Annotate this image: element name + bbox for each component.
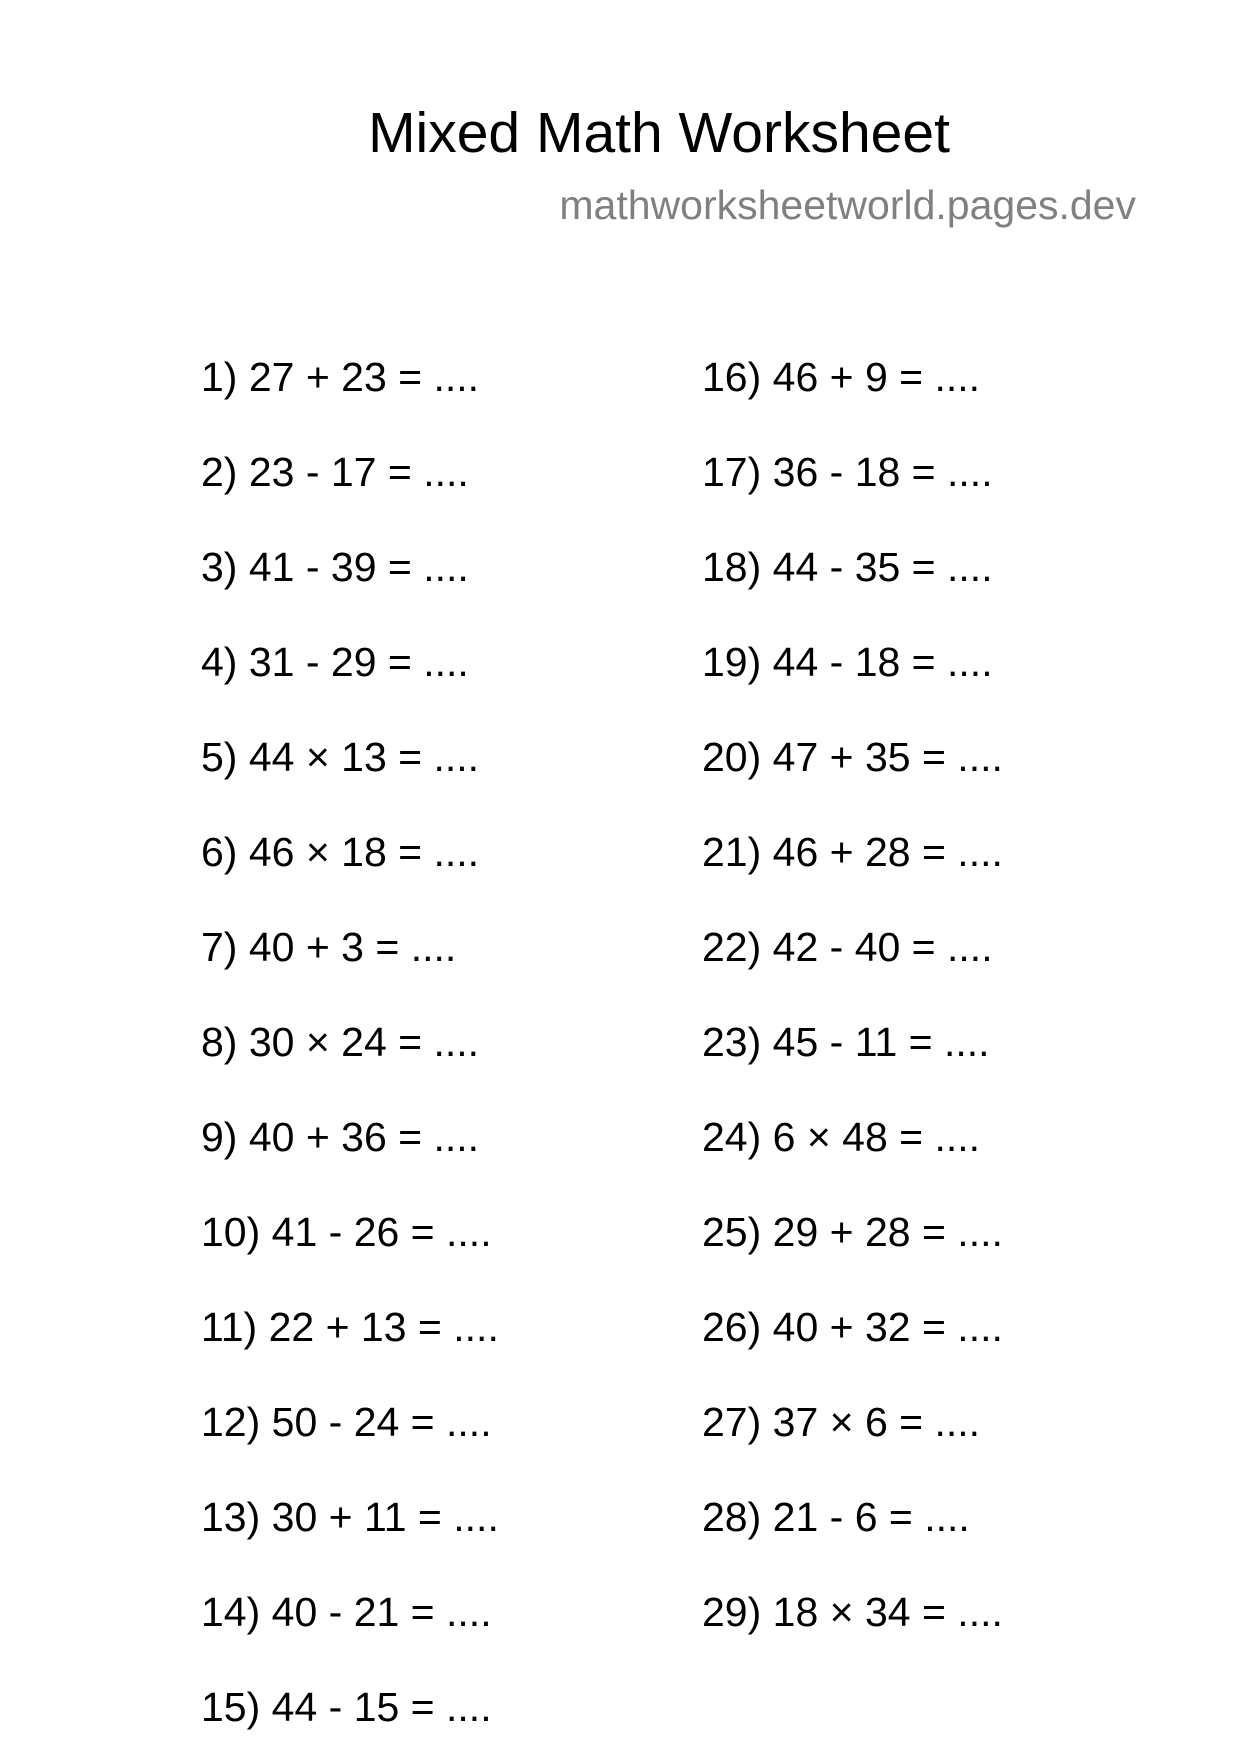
- problem-item: 25) 29 + 28 = ....: [702, 1209, 1003, 1255]
- problem-item: 1) 27 + 23 = ....: [201, 354, 480, 400]
- problem-item: 24) 6 × 48 = ....: [702, 1114, 981, 1160]
- page-title: Mixed Math Worksheet: [368, 101, 950, 165]
- problem-item: 28) 21 - 6 = ....: [702, 1494, 970, 1540]
- problem-item: 29) 18 × 34 = ....: [702, 1589, 1003, 1635]
- problem-item: 9) 40 + 36 = ....: [201, 1114, 480, 1160]
- problem-item: 7) 40 + 3 = ....: [201, 924, 457, 970]
- problem-item: 4) 31 - 29 = ....: [201, 639, 469, 685]
- source-url: mathworksheetworld.pages.dev: [559, 182, 1136, 228]
- problem-item: 14) 40 - 21 = ....: [201, 1589, 492, 1635]
- problem-item: 16) 46 + 9 = ....: [702, 354, 981, 400]
- problem-item: 8) 30 × 24 = ....: [201, 1019, 480, 1065]
- problem-item: 11) 22 + 13 = ....: [201, 1304, 499, 1350]
- problem-item: 21) 46 + 28 = ....: [702, 829, 1003, 875]
- problem-item: 2) 23 - 17 = ....: [201, 449, 469, 495]
- problem-item: 23) 45 - 11 = ....: [702, 1019, 990, 1065]
- problem-item: 22) 42 - 40 = ....: [702, 924, 993, 970]
- problem-item: 3) 41 - 39 = ....: [201, 544, 469, 590]
- problem-item: 27) 37 × 6 = ....: [702, 1399, 981, 1445]
- problem-item: 6) 46 × 18 = ....: [201, 829, 480, 875]
- problem-item: 5) 44 × 13 = ....: [201, 734, 480, 780]
- problem-item: 15) 44 - 15 = ....: [201, 1684, 492, 1730]
- problem-item: 26) 40 + 32 = ....: [702, 1304, 1003, 1350]
- problem-item: 13) 30 + 11 = ....: [201, 1494, 499, 1540]
- problem-item: 20) 47 + 35 = ....: [702, 734, 1003, 780]
- problem-item: 10) 41 - 26 = ....: [201, 1209, 492, 1255]
- problem-item: 19) 44 - 18 = ....: [702, 639, 993, 685]
- problem-item: 12) 50 - 24 = ....: [201, 1399, 492, 1445]
- problem-item: 18) 44 - 35 = ....: [702, 544, 993, 590]
- problem-item: 17) 36 - 18 = ....: [702, 449, 993, 495]
